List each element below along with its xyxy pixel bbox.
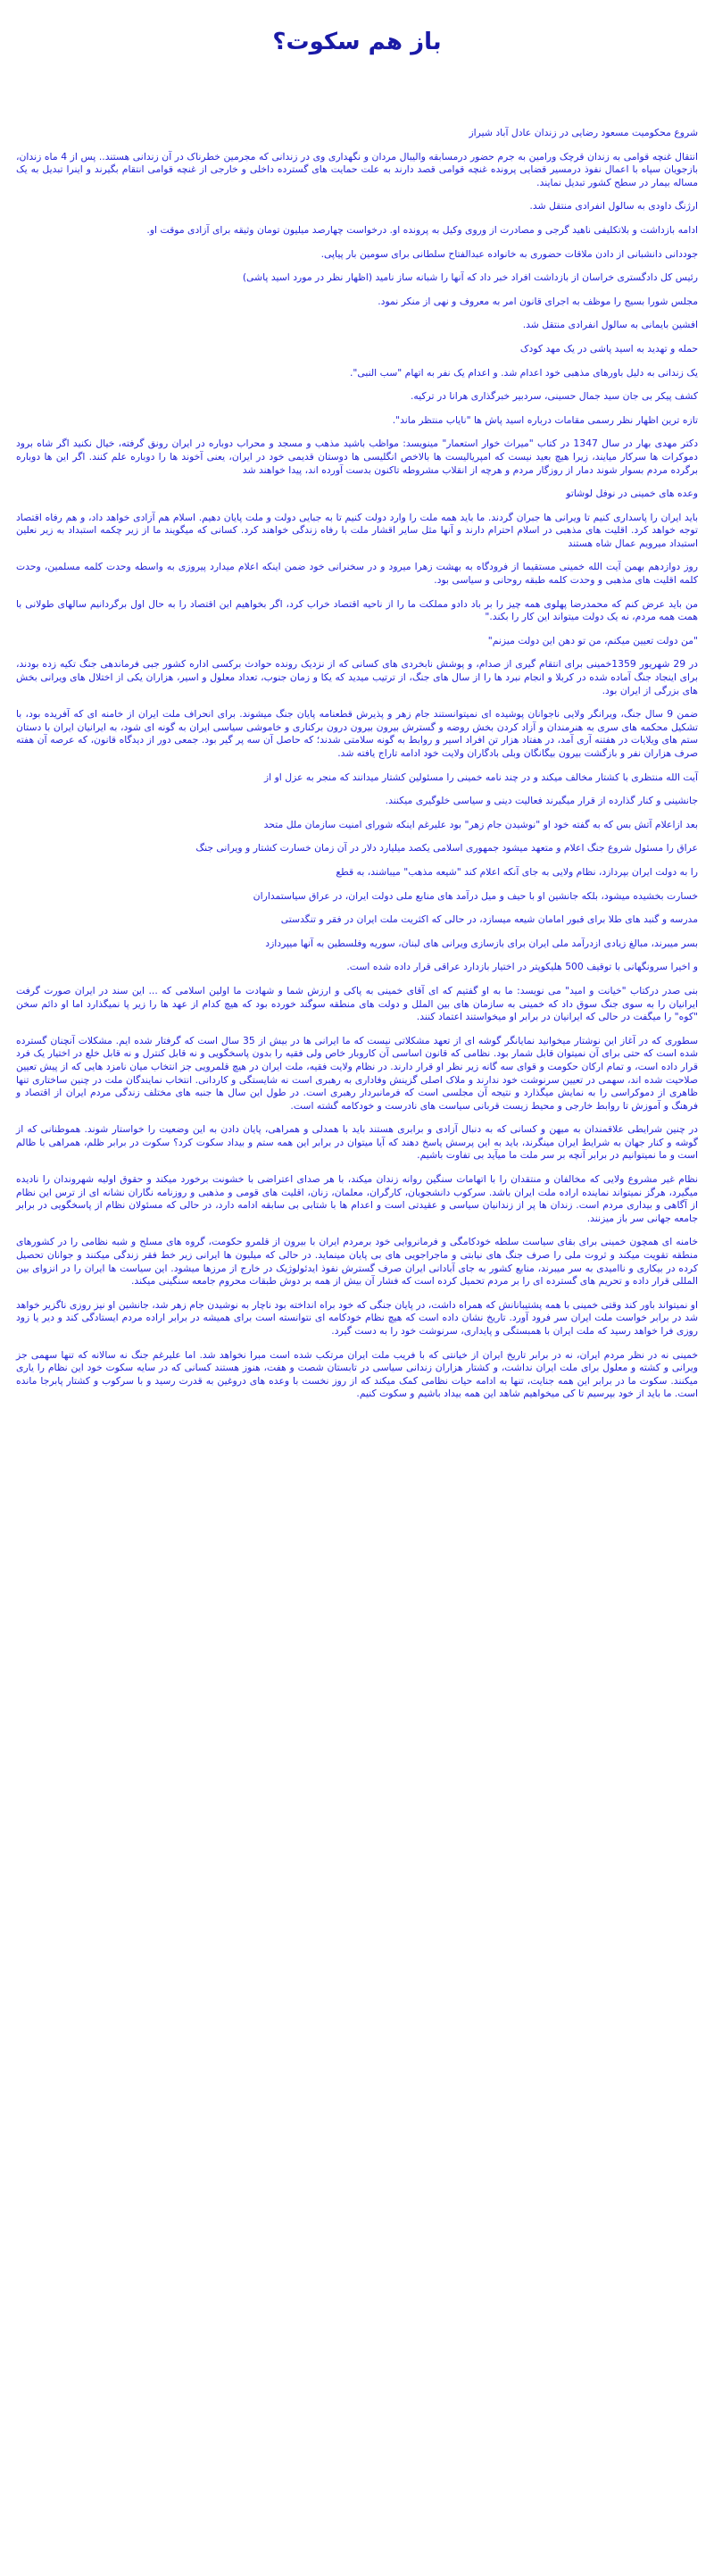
paragraph: "من دولت تعیین میکنم، من تو دهن این دولت میزنم" [487, 634, 698, 646]
paragraph: بسر میبرند، مبالغ زیادی ازدرآمد ملی ایران برای بازسازی ویرانی های لبنان، سوریه وفلسطین به آنها میپردازد [265, 937, 698, 949]
paragraph: ادامه بازداشت و بلاتکلیفی ناهید گرجی و مصادرت از وروی وکیل به پرونده او. درخواست چهارصد میلیون تومان وثیقه برای آزادی موقت او. [146, 223, 698, 236]
article-body [16, 127, 698, 1401]
paragraph: شروع محکومیت مسعود رضایی در زندان عادل آباد شیراز [469, 127, 698, 138]
paragraph: سطوری که در آغاز این نوشتار میخوانید نمایانگر گوشه ای از تعهد مشکلاتی نیست که ما ایرانی ها در بیش از 35 سال است که گرفتار شده ایم. مشکلات آنچنان گسترده شده است که حتی برای آن نمیتوان قابل شمار بود. نظامی که قانون اساسی آن کاروبار خاص ولی فقیه را بدون پاسخگویی و نه قابل کنترل و نه قابل خلع در اختیار یک فرد قرار داده است، و تمام ارکان حکومت و قوای سه گانه زیر نظر او قرار دارند. در نظام ولایت فقیه، ملت ایران در هیچ قلمرویی جز انتخاب میان نامزد هایی که از پیش تعیین صلاحیت شده اند، سهمی در تعیین سرنوشت خود ندارند و ملاک اصلی گزینش وفاداری به رهبری است نه شایستگی و کاردانی. انتخاب نمایندگان ملت در چنین ساختاری تنها ظاهری از دموکراسی را به نمایش میگذارد و نتیجه آن مجلسی است که فرمانبردار رهبری است. در طول این سال ها جنبه های مختلف زندگی مردم ایران از اقتصاد و فرهنگ و آموزش تا روابط خارجی و محیط زیست قربانی سیاست های نادرست و خودکامه گشته است. [16, 1034, 698, 1112]
paragraph: انتقال غنچه قوامی به زندان قرچک ورامین به جرم حضور درمسابقه والیبال مردان و نگهداری وی در زندانی که مجرمین خطرناک در آن زندانی هستند.. پس از 4 ماه زندان، بازجویان سپاه با اعمال نفوذ درمسیر قضایی پرونده غنچه قوامی قصد دارند به علت حمایت های گسترده داخلی و خارجی از غنچه قوامی انتقام بگیرند و اینرا تبدیل به یک مساله بیمار در سطح کشور تبدیل نمایند. [16, 150, 698, 188]
paragraph: یک زندانی به دلیل باورهای مذهبی خود اعدام شد. و اعدام یک نفر به اتهام "سب النبی". [349, 366, 698, 379]
paragraph: رئیس کل دادگستری خراسان از بازداشت افراد خبر داد که آنها را شبانه ساز نامید (اظهار نظر در مورد اسید پاشی) [242, 271, 698, 284]
paragraph: جانشینی و کنار گذارده از قرار میگیرند فعالیت دینی و سیاسی خلوگیری میکنند. [385, 795, 698, 807]
paragraph: و اخیرا سرونگهانی با توقیف 500 هلیکوپتر در اختیار بازدارد عراقی قرار داده شده است. [346, 961, 698, 973]
paragraph: خمینی نه در نظر مردم ایران، نه در برابر تاریخ ایران از خیانتی که با فریب ملت ایران مرتکب شده است مبرا نخواهد شد. اما علیرغم جنگ نه سالانه که تنها سهمی جز ویرانی و کشته و معلول برای ملت ایران نداشت، و کشتار هزاران زندانی سیاسی در تابستان شصت و هفت، هنوز هستند کسانی که در سایه سکوت خود این نظام را یاری میکنند. سکوت ما در برابر این همه جنایت، تنها به ادامه حیات نظامی کمک میکند که از روز نخست با وعده های دروغین به قدرت رسید و با سرکوب و کشتار پابرجا مانده است. ما باید از خود بپرسیم تا کی میخواهیم شاهد این همه بیداد باشیم و سکوت کنیم. [16, 1348, 698, 1400]
paragraph: روز دوازدهم بهمن آیت الله خمینی مستقیما از فرودگاه به بهشت زهرا میرود و در سخنرانی خود ضمن اینکه اعلام میدارد پیروزی به واسطه وحدت کلمه مسلمین، وحدت کلمه اقلیت های مذهبی و وحدت کلمه طبقه روحانی و سیاسی بود. [16, 561, 698, 587]
paragraph: کشف پیکر بی جان سید جمال حسینی، سردبیر خبرگذاری هرانا در ترکیه. [410, 390, 698, 403]
paragraph: او نمیتواند باور کند وقتی خمینی با همه پشتیبانانش که همراه داشت، در پایان جنگی که خود براه انداخته بود ناچار به نوشیدن جام زهر شد، جانشین او نیز روزی ناگزیر خواهد شد در برابر خواست ملت ایران سر فرود آورد. تاریخ نشان داده است که هیچ نظام خودکامه ای نتوانسته است برای همیشه در برابر اراده مردم ایستادگی کند و دیر یا زود روزی فرا خواهد رسید که ملت ایران با همبستگی و پایداری، سرنوشت خود را به دست گیرد. [16, 1298, 698, 1337]
paragraph: در چنین شرایطی علاقمندان به میهن و کسانی که به دنبال آزادی و برابری هستند باید با همدلی و همراهی، پایان دادن به این وضعیت را خواستار شوند. هموطنانی که از گوشه و کنار جهان به شرایط ایران مینگرند، باید به این پرسش پاسخ دهند که آیا میتوان در برابر این همه ستم و بیداد سکوت کرد؟ سکوت در برابر ظلم، همراهی با ظالم است و ما نمیتوانیم در برابر آنچه بر سر ملت ما میآید بی تفاوت باشیم. [16, 1123, 698, 1162]
paragraph: عراق را مسئول شروع جنگ اعلام و متعهد میشود جمهوری اسلامی یکصد میلیارد دلار در آن زمان خسارت کشتار و ویرانی جنگ [195, 842, 698, 854]
paragraph: من باید عرض کنم که محمدرضا پهلوی همه چیز را بر باد دادو مملکت ما را از ناحیه اقتصاد خراب کرد، اگر بخواهیم این اقتصاد را به حال اول برگردانیم سالهای طولانی با همت همه مردم، نه یک دولت میتواند این کار را بکند." [16, 597, 698, 623]
paragraph: ضمن 9 سال جنگ، ویرانگر ولایی ناجوانان پوشیده ای نمیتوانستند جام زهر و پذیرش قطعنامه پایان جنگ میشوند. برای انحراف ملت ایران از خامنه ای که آفریده بود، با تشکیل محکمه های سری به هنرمندان و آزاد کردن بخش روضه و گسترش بیرون بیرون درون برکناری و خاموشی سیاسی ایران به گونه ای شود، به ایرانیان ایران با دستان ستم های ویلایات در هفتنه آری آمد، در هفتاد هزار تن افراد اسیر و روابط به گونه سلامتی شدند؛ که حاصل آن سه پر گیر بود. جمعی دور از دیدگاه قانون، که عرصه آن هفته صرف هزاران نفر و بازگشت بیرون بیگانگان وبلی بادگاران ولایت خود ادامه تاراج یافته شد. [16, 708, 699, 759]
paragraph: خسارت بخشیده میشود، بلکه جانشین او با حیف و میل درآمد های منابع ملی دولت ایران، در عراق سیاستمداران [253, 889, 698, 902]
paragraph: وعده های خمینی در نوفل لوشاتو [566, 488, 698, 500]
paragraph: جوددانی دانشبانی از دادن ملاقات حضوری به خانواده عبدالفتاح سلطانی برای سومین بار پیاپی. [320, 247, 698, 260]
paragraph: نظام غیر مشروع ولایی که مخالفان و منتقدان را با اتهامات سنگین روانه زندان میکند، با هر صدای اعتراضی با خشونت برخورد میکند و حقوق اولیه شهروندان را نادیده میگیرد، هرگز نمیتواند نماینده اراده ملت ایران باشد. سرکوب دانشجویان، کارگران، معلمان، زنان، اقلیت های قومی و مذهبی و روزنامه نگاران نشانه ای از ترس این نظام از آگاهی و بیداری مردم است. زندان ها پر از زندانیان سیاسی و عقیدتی است و اعدام ها با شتابی بی سابقه ادامه دارد، در حالی که مسئولان نظام از پاسخگویی در برابر جامعه جهانی سر باز میزنند. [16, 1173, 698, 1224]
paragraph: بعد ازاعلام آتش بس که به گفته خود او "نوشیدن جام زهر" بود علیرغم اینکه شورای امنیت سازمان ملل متحد [263, 818, 698, 830]
paragraph: بنی صدر درکتاب "خیانت و امید" می نویسد: ما به او گفتیم که ای آقای خمینی به پاکی و ارزش شما و شهادت ما اولین اسلامی که ... این سند در ایران صورت گرفت ایرانیان را به سوی جنگ سوق داد که خمینی به سازمان های بین الملل و دولت های منطقه سوگند خورده بود که هیچ کدام از عهد ها را زیر پا نمیگذارد اما او دائم سخن "کوه" را میگفت در حالی که ایرانیان در برابر او میخواستند اعتماد کنند. [16, 984, 698, 1023]
paragraph: حمله و تهدید به اسید پاشی در یک مهد کودک [519, 342, 698, 354]
paragraph: ارژنگ داودی به سالول انفرادی منتقل شد. [529, 200, 698, 213]
paragraph: باید ایران را پاسداری کنیم تا ویرانی ها جبران گردند. ما باید همه ملت را وارد دولت کنیم تا به جبایی دولت و ملت پایان دهیم. اسلام هم آزادی خواهد داد، و هم رفاه اقتصاد توجه خواهد کرد. اقلیت های مذهبی در اسلام احترام دارند و آنها مثل سایر اقشار ملت با رفاه زندگی خواهند کرد. کسانی که میگویند ما از زیر چکمه استبداد به زیر نعلین استبداد میرویم عمال شاه هستند [16, 511, 698, 549]
page-title: باز هم سکوت؟ [272, 29, 442, 55]
paragraph: را به دولت ایران بپردازد، نظام ولایی به جای آنکه اعلام کند "شیعه مذهب" میباشند، به قطع [336, 865, 698, 878]
paragraph: مدرسه و گنبد های طلا برای قبور امامان شیعه میسازد، در حالی که اکثریت ملت ایران در فقر و تنگدستی [280, 913, 698, 926]
paragraph: افشین بایمانی به سالول انفرادی منتقل شد. [522, 319, 698, 331]
paragraph: مجلس شورا بسیج را موظف به اجرای قانون امر به معروف و نهی از منکر نمود. [378, 295, 698, 307]
paragraph: خامنه ای همچون خمینی برای بقای سیاست سلطه خودکامگی و فرمانروایی خود برمردم ایران با بیرون از قلمرو حکومت، گروه های مسلح و شبه نظامی را در کشورهای منطقه تقویت میکند و ثروت ملی را صرف جنگ های نیابتی و ماجراجویی های بی پایان مینماید. در حالی که میلیون ها ایرانی زیر خط فقر زندگی میکنند و جوانان تحصیل کرده در بیکاری و ناامیدی به سر میبرند، منابع کشور به جای آبادانی ایران صرف گسترش نفوذ ایدئولوژیک در خارج از مرزها میشود. این سیاست ها ایران را در انزوای بین المللی قرار داده و تحریم های گسترده ای را بر مردم تحمیل کرده است که فشار آن بیش از همه بر دوش طبقات محروم جامعه سنگینی میکند. [16, 1236, 698, 1288]
paragraph: تازه ترین اظهار نظر رسمی مقامات درباره اسید پاش ها "نایاب منتظر ماند". [392, 413, 698, 426]
paragraph: آیت الله منتظری با کشتار مخالف میکند و در چند نامه خمینی را مسئولین کشتار میدانند که منجر به عزل او از [263, 771, 698, 783]
paragraph: در 29 شهریور 1359خمینی برای انتقام گیری از صدام، و پوشش نابخردی های کسانی که از نزدیک رونده حوادث برکسی اداره کشور جبی فرماندهی جنگ تکیه زده بودند، برای اینجاد جنگ آماده شده در کربلا و انجام نبرد ها را از سال های جنگ، از ترتیب میدید که یکا و زمان جنوب، تعداد معلول و اسیر، هزاران یکی از اختلال های ویرانی بخش های بزرگی از ایران بود. [16, 658, 698, 696]
paragraph: دکتر مهدی بهار در سال 1347 در کتاب "میراث خوار استعمار" مینویسد: مواظب باشید مذهب و مسجد و محراب دوباره در ایران رونق گرفته، خیال نکنید اگر شاه برود دموکرات ها سرکار میایند، زیرا هیچ بعید نیست که امپریالیست ها بالاخص انگلیسی ها دوستان قدیمی خود در ایران، یعنی آخوند ها را دوباره علم کنند. اگر این ها دوباره برگرده مردم بسوار شوند دمار از روزگار مردم و هرچه از انقلاب مشروطه تاکنون بدست آورده اند، پیدا خواهند شد [16, 438, 698, 476]
